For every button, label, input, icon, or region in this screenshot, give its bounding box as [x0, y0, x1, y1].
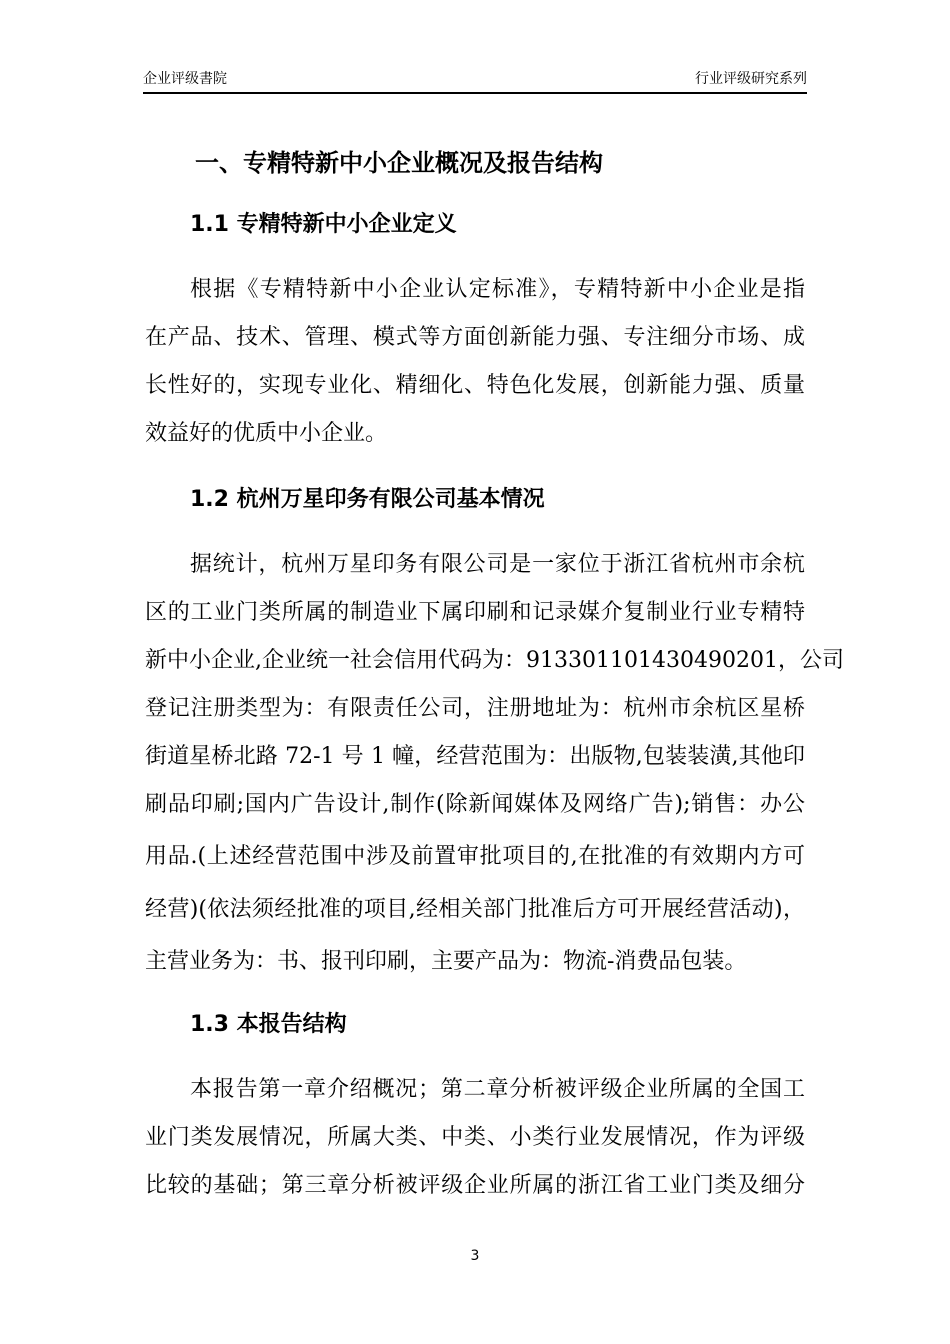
paragraph-line: 街道星桥北路 72-1 号 1 幢，经营范围为：出版物,包装装潢,其他印	[145, 744, 805, 769]
section-heading: 1.2 杭州万星印务有限公司基本情况	[190, 487, 545, 512]
paragraph-line: 业门类发展情况，所属大类、中类、小类行业发展情况，作为评级	[145, 1125, 805, 1150]
paragraph-line: 本报告第一章介绍概况；第二章分析被评级企业所属的全国工	[190, 1077, 805, 1102]
paragraph-line: 区的工业门类所属的制造业下属印刷和记录媒介复制业行业专精特	[145, 600, 805, 625]
chapter-title: 一、专精特新中小企业概况及报告结构	[195, 149, 603, 177]
page-number: 3	[470, 1248, 480, 1264]
paragraph-line: 新中小企业,企业统一社会信用代码为：913301101430490201，公司	[145, 648, 844, 673]
section-heading: 1.3 本报告结构	[190, 1012, 347, 1037]
paragraph-line: 在产品、技术、管理、模式等方面创新能力强、专注细分市场、成	[145, 325, 805, 350]
header-divider	[143, 92, 807, 94]
paragraph-line: 长性好的，实现专业化、精细化、特色化发展，创新能力强、质量	[145, 373, 805, 398]
paragraph-line: 据统计，杭州万星印务有限公司是一家位于浙江省杭州市余杭	[190, 552, 805, 577]
paragraph-line: 用品.(上述经营范围中涉及前置审批项目的,在批准的有效期内方可	[145, 844, 805, 869]
paragraph-line: 效益好的优质中小企业。	[145, 421, 388, 446]
section-heading: 1.1 专精特新中小企业定义	[190, 212, 457, 237]
paragraph-line: 经营)(依法须经批准的项目,经相关部门批准后方可开展经营活动)，	[145, 897, 805, 922]
running-header-left: 企业评级書院	[143, 71, 227, 87]
paragraph-line: 登记注册类型为：有限责任公司，注册地址为：杭州市余杭区星桥	[145, 696, 805, 721]
paragraph-line: 刷品印刷;国内广告设计,制作(除新闻媒体及网络广告);销售：办公	[145, 792, 805, 817]
paragraph-line: 主营业务为：书、报刊印刷，主要产品为：物流-消费品包装。	[145, 949, 747, 974]
running-header-right: 行业评级研究系列	[695, 71, 807, 87]
paragraph-line: 比较的基础；第三章分析被评级企业所属的浙江省工业门类及细分	[145, 1173, 805, 1198]
paragraph-line: 根据《专精特新中小企业认定标准》，专精特新中小企业是指	[190, 277, 805, 302]
